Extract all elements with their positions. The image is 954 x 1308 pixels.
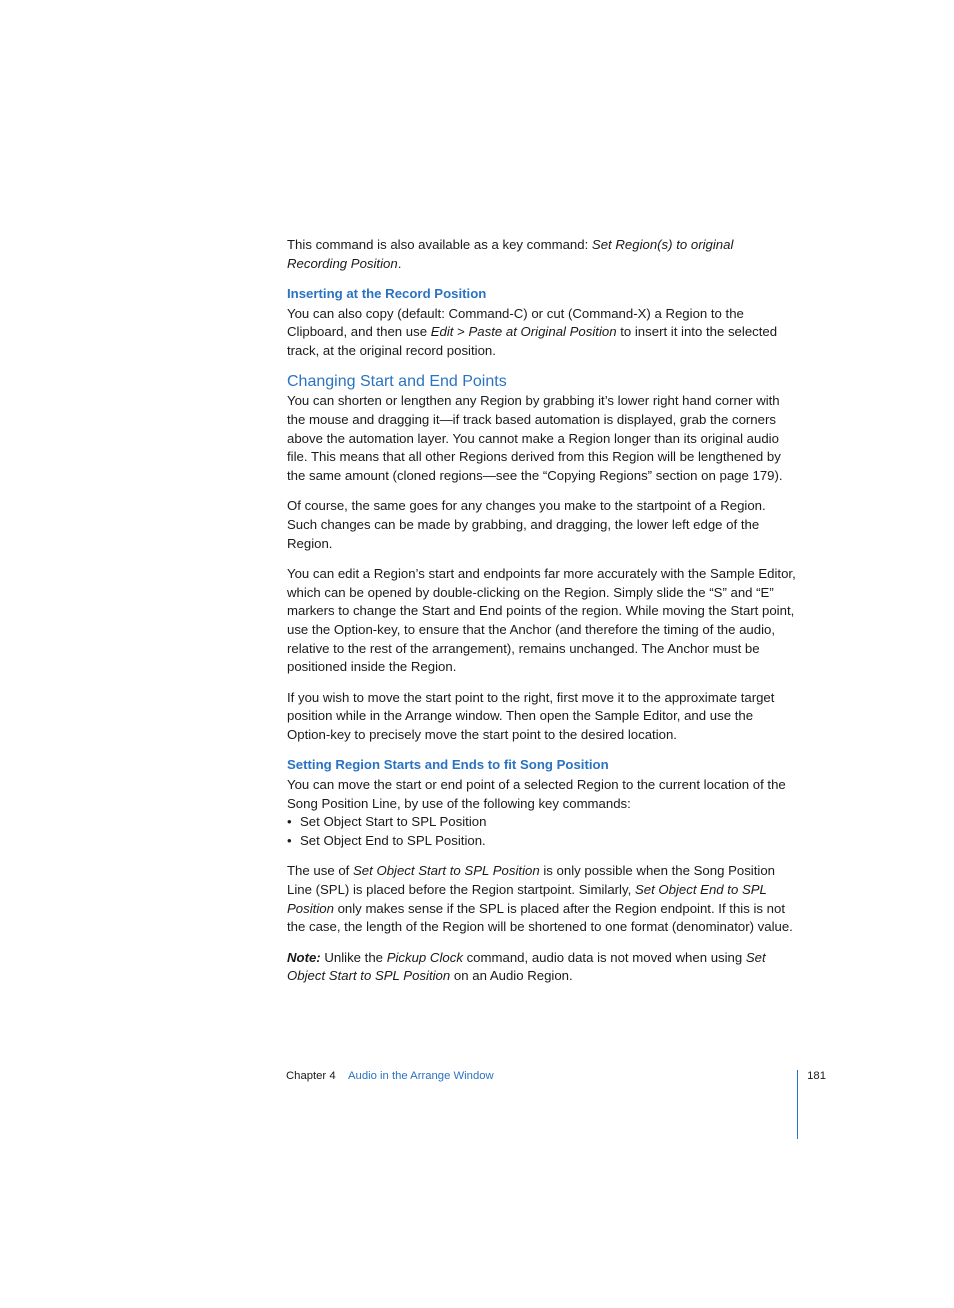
emphasis-text: Edit — [430, 324, 454, 340]
document-body — [287, 236, 797, 997]
emphasis-text: Note: — [287, 949, 321, 965]
emphasis-text: Set Object End to SPL Position — [287, 881, 767, 916]
subsection-heading: Setting Region Starts and Ends to fit Song Position — [287, 757, 609, 773]
paragraph — [287, 392, 797, 486]
text-run: The use of — [287, 863, 353, 879]
section-heading: Changing Start and End Points — [287, 373, 507, 391]
list-item-text: Set Object End to SPL Position. — [300, 832, 486, 848]
text-run: If you wish to move the start point to the right, first move it to the approximate target position while in the Arrange window. Then open the Sample Editor, and use the Option-key to precisely move the start point to the desired location. — [287, 689, 775, 742]
text-run: . — [397, 255, 402, 271]
emphasis-text: Set Object Start to SPL Position — [352, 863, 540, 879]
paragraph — [287, 949, 797, 986]
paragraph — [287, 565, 797, 677]
paragraph — [287, 305, 797, 361]
text-run: You can edit a Region’s start and endpoints far more accurately with the Sample Editor, which can be opened by double-clicking on the Region. Simply slide the “S” and “E” markers to change the Start and End points of the region. While moving the Start point, use the Option-key, to ensure that the Anchor (and therefore the timing of the audio, relative to the rest of the arrangement), remains unchanged. The Anchor must be positioned inside the Region. — [287, 565, 796, 675]
list-item-text: Set Object Start to SPL Position — [300, 814, 487, 830]
text-run: Of course, the same goes for any changes you make to the startpoint of a Region. Such changes can be made by grabbing, and dragging, the lower left edge of the Region. — [287, 498, 766, 551]
footer-divider — [797, 1070, 798, 1139]
page-number: 181 — [807, 1070, 826, 1082]
paragraph — [287, 497, 797, 553]
subsection-heading: Inserting at the Record Position — [287, 285, 487, 301]
text-run: to insert it into the selected track, at the original record position. — [287, 324, 778, 359]
text-run: You can shorten or lengthen any Region by grabbing it’s lower right hand corner with the mouse and dragging it—if track based automation is displayed, grab the corners above the automation layer. You cannot make a Region longer than its original audio file. This means that all other Regions derived from this Region will be lengthened by the same amount (cloned regions—see the “Copying Regions” section on page 179). — [287, 393, 783, 484]
paragraph — [287, 236, 797, 273]
paragraph — [287, 776, 797, 813]
paragraph — [287, 689, 797, 745]
emphasis-text: Paste at Original Position — [468, 324, 617, 340]
emphasis-text: Pickup Clock — [386, 949, 463, 965]
bullet-icon: • — [287, 832, 292, 848]
emphasis-text: Set Object Start to SPL Position — [287, 949, 766, 984]
text-run: only makes sense if the SPL is placed after the Region endpoint. If this is not the case, the length of the Region will be shortened to one format (denominator) value. — [287, 900, 793, 935]
page-footer — [286, 1070, 826, 1090]
footer-chapter-label: Chapter 4 — [286, 1070, 336, 1082]
text-run: You can also copy (default: Command-C) or cut (Command-X) a Region to the Clipboard, and then use — [287, 305, 744, 340]
text-run: is only possible when the Song Position Line (SPL) is placed before the Region startpoint. Similarly, — [287, 863, 775, 897]
paragraph — [287, 862, 797, 937]
list-item — [287, 832, 797, 851]
emphasis-text: Set Region(s) to original Recording Position — [287, 237, 734, 271]
text-run: command, audio data is not moved when using — [462, 949, 746, 965]
footer-chapter-title: Audio in the Arrange Window — [348, 1070, 494, 1082]
list-item — [287, 813, 797, 832]
text-run: This command is also available as a key command: — [287, 237, 592, 252]
text-run: You can move the start or end point of a selected Region to the current location of the Song Position Line, by use of the following key commands: — [287, 776, 786, 811]
text-run: > — [453, 324, 469, 340]
bullet-icon: • — [287, 814, 292, 830]
text-run: on an Audio Region. — [450, 968, 573, 984]
text-run: Unlike the — [320, 949, 387, 965]
bullet-list — [287, 813, 797, 850]
